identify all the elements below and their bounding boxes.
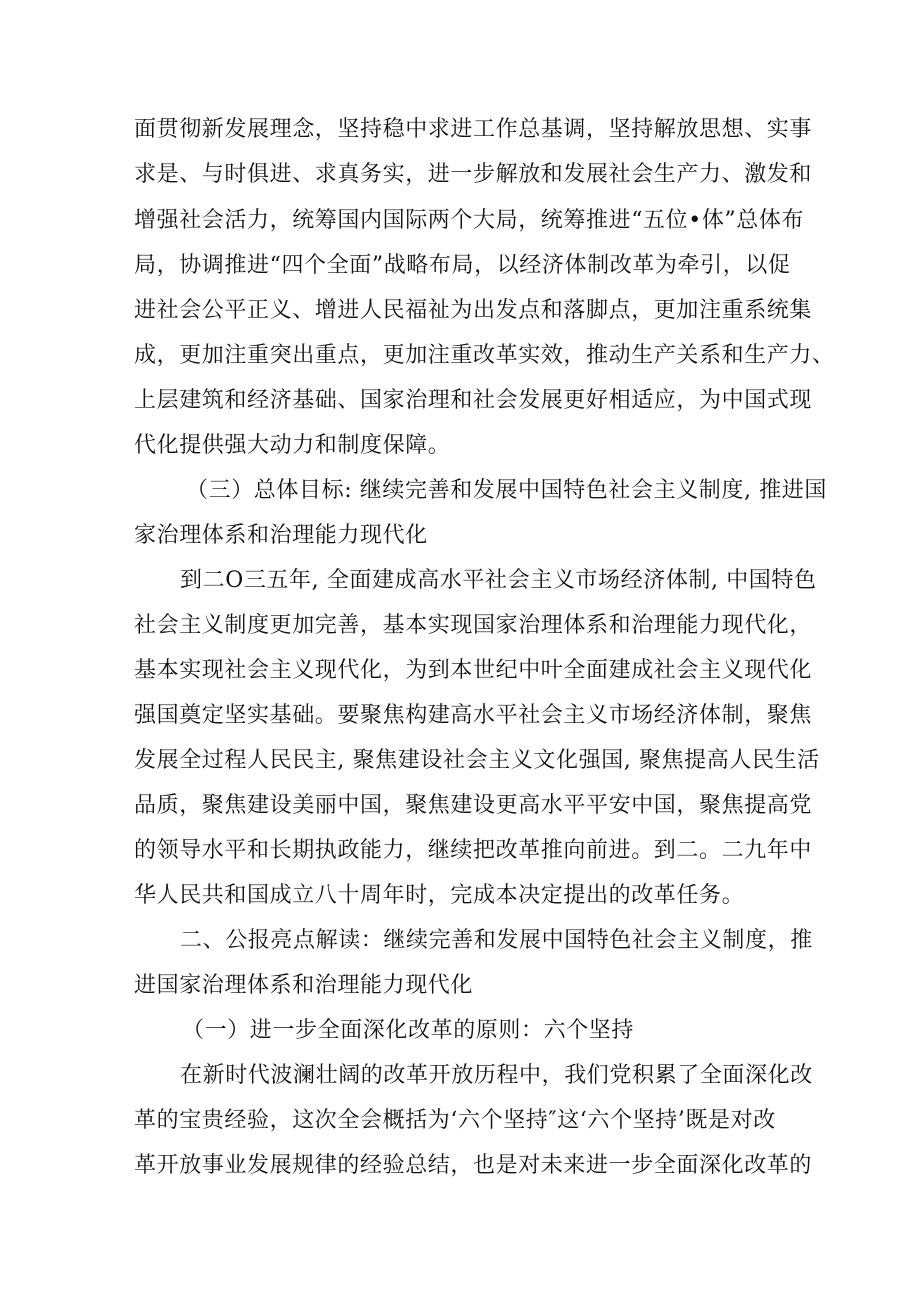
text-line: 求是、与时俱进、求真务实，进一步解放和发展社会生产力、激发和	[134, 162, 813, 187]
text-line: 革开放事业发展规律的经验总结，也是对未来进一步全面深化改革的	[134, 1153, 813, 1178]
text-line: 成，更加注重突出重点，更加注重改革实效，推动生产关系和生产力、	[134, 343, 835, 368]
paragraph-start: 到二O三五年, 全面建成高水平社会主义市场经济体制, 中国特色	[180, 568, 817, 593]
paragraph-start: 在新时代波澜壮阔的改革开放历程中，我们党积累了全面深化改	[180, 1063, 813, 1088]
section-heading: （三）总体目标: 继续完善和发展中国特色社会主义制度, 推进国	[186, 478, 827, 503]
text-line: 的领导水平和长期执政能力，继续把改革推向前进。到二。二九年中	[134, 838, 813, 863]
section-heading: 进国家治理体系和治理能力现代化	[134, 973, 474, 998]
text-line: 增强社会活力，统筹国内国际两个大局，统筹推进“五位•体”总体布	[134, 208, 805, 233]
text-line: 上层建筑和经济基础、国家治理和社会发展更好相适应，为中国式现	[134, 388, 813, 413]
text-line: 社会主义制度更加完善，基本实现国家治理体系和治理能力现代化，	[134, 613, 813, 638]
text-line: 华人民共和国成立八十周年时，完成本决定提出的改革任务。	[134, 883, 745, 908]
text-line: 面贯彻新发展理念，坚持稳中求进工作总基调，坚持解放思想、实事	[134, 117, 813, 142]
text-line: 进社会公平正义、增进人民福祉为出发点和落脚点，更加注重系统集	[134, 298, 813, 323]
text-line: 革的宝贵经验，这次全会概括为‘六个坚持″这‘六个坚持’既是对改	[134, 1108, 776, 1133]
text-line: 基本实现社会主义现代化，为到本世纪中叶全面建成社会主义现代化	[134, 658, 813, 683]
section-heading: 家治理体系和治理能力现代化	[134, 523, 428, 548]
section-heading: 二、公报亮点解读：继续完善和发展中国特色社会主义制度，推	[180, 928, 813, 953]
subsection-heading: （一）进一步全面深化改革的原则：六个坚持	[182, 1018, 635, 1043]
text-line: 强国奠定坚实基础。要聚焦构建高水平社会主义市场经济体制，聚焦	[134, 703, 813, 728]
text-line: 代化提供强大动力和制度保障。	[134, 433, 451, 458]
text-line: 发展全过程人民民主, 聚焦建设社会主义文化强国, 聚焦提高人民生活	[134, 748, 820, 773]
text-line: 品质，聚焦建设美丽中国，聚焦建设更高水平平安中国，聚焦提高党	[134, 793, 813, 818]
text-line: 局，协调推进“四个全面”战略布局，以经济体制改革为牵引，以促	[134, 253, 791, 278]
